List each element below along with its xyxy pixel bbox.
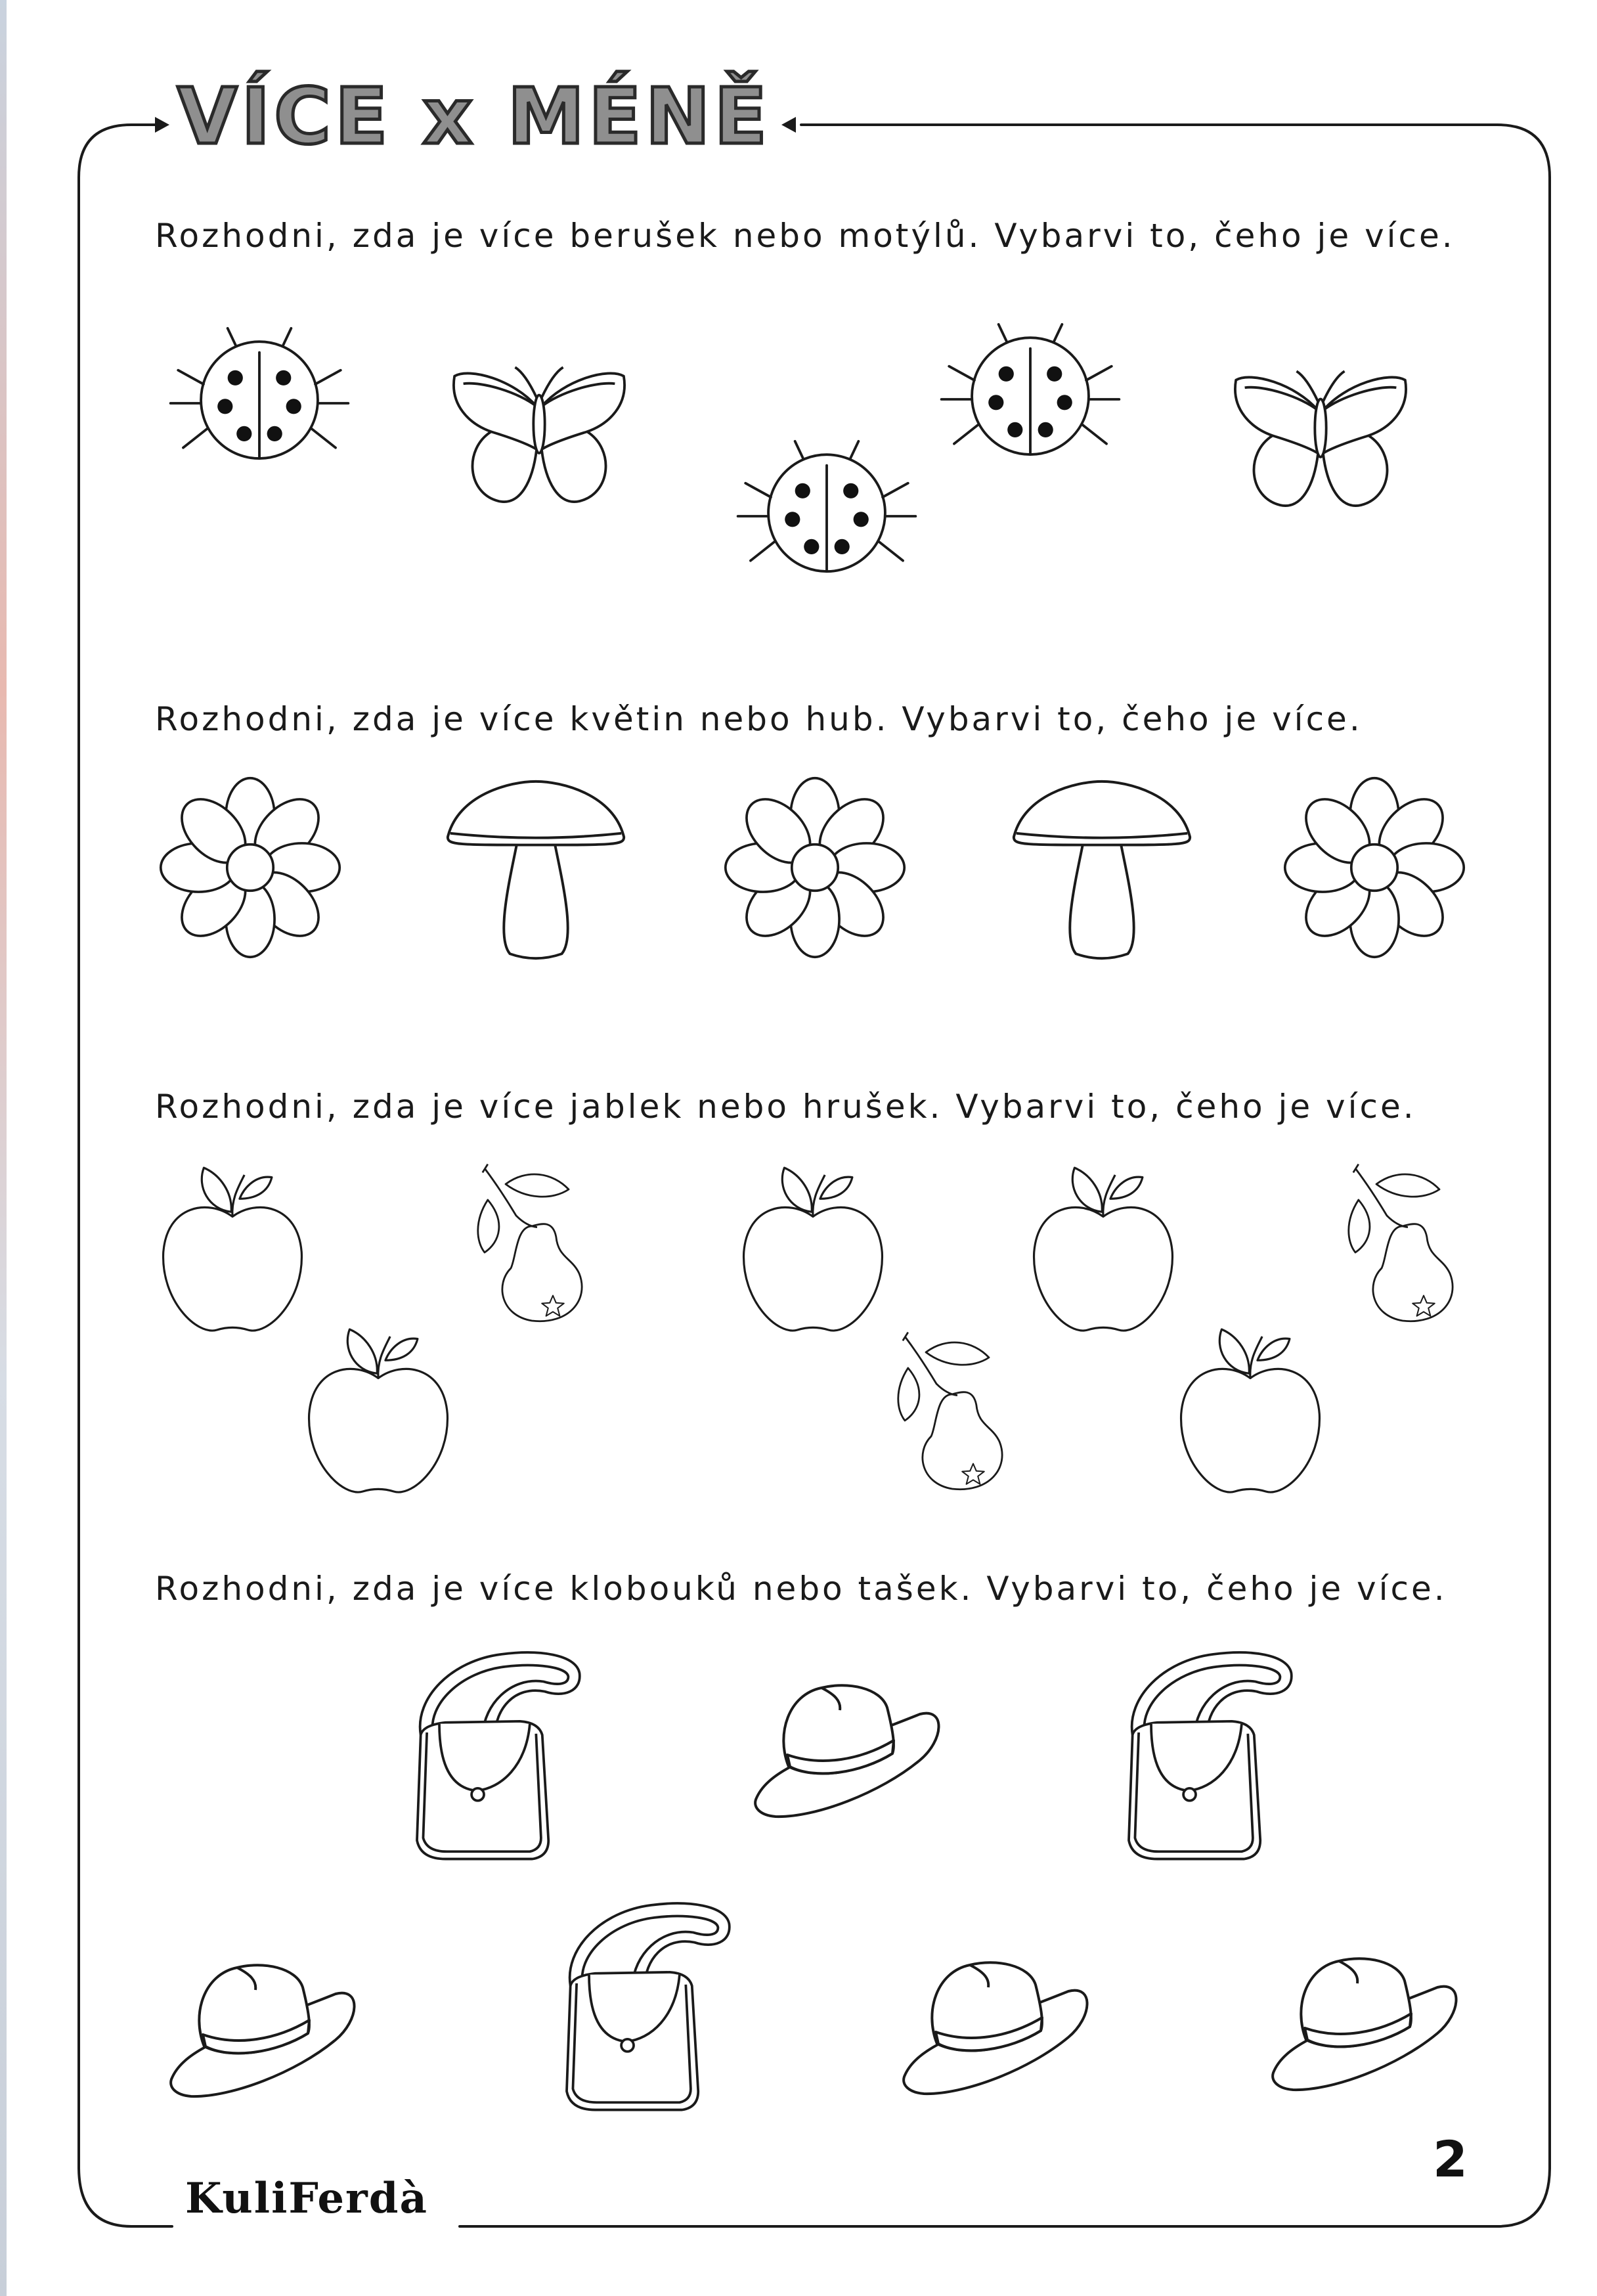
hat-icon <box>1266 1941 1464 2099</box>
arrow-right-icon <box>155 117 169 133</box>
bag-icon <box>1108 1642 1305 1865</box>
apple-icon <box>1173 1324 1328 1504</box>
hat-icon <box>749 1668 947 1826</box>
page-number: 2 <box>1433 2130 1468 2188</box>
ladybug-icon <box>732 402 922 592</box>
flower-icon <box>1283 776 1466 959</box>
butterfly-icon <box>1225 359 1416 523</box>
butterfly-icon <box>444 355 634 519</box>
apple-icon <box>1026 1162 1181 1342</box>
mushroom-icon <box>439 774 633 971</box>
flower-icon <box>724 776 906 959</box>
apple-icon <box>735 1162 890 1342</box>
pear-icon <box>453 1157 611 1327</box>
flower-icon <box>159 776 341 959</box>
publisher-logo: KuliFerdà <box>185 2174 428 2223</box>
mushroom-icon <box>1005 774 1199 971</box>
instruction-ladybugs-butterflies: Rozhodni, zda je více berušek nebo motýlů. Vybarvi to, čeho je více. <box>155 217 1455 255</box>
apple-icon <box>301 1324 456 1504</box>
instruction-hats-bags: Rozhodni, zda je více klobouků nebo tašek. Vybarvi to, čeho je více. <box>155 1570 1447 1608</box>
ladybug-icon <box>935 285 1126 475</box>
ladybug-icon <box>164 289 355 479</box>
pear-icon <box>1324 1157 1481 1327</box>
bag-icon <box>546 1893 743 2116</box>
arrow-left-icon <box>781 117 796 133</box>
hat-icon <box>164 1948 362 2106</box>
worksheet-title: VÍCE x MÉNĚ <box>177 71 772 162</box>
pear-icon <box>873 1320 1031 1500</box>
instruction-flowers-mushrooms: Rozhodni, zda je více květin nebo hub. Vybarvi to, čeho je více. <box>155 700 1363 738</box>
apple-icon <box>155 1162 310 1342</box>
hat-icon <box>897 1945 1095 2103</box>
instruction-apples-pears: Rozhodni, zda je více jablek nebo hrušek. Vybarvi to, čeho je více. <box>155 1088 1416 1126</box>
bag-icon <box>397 1642 594 1865</box>
